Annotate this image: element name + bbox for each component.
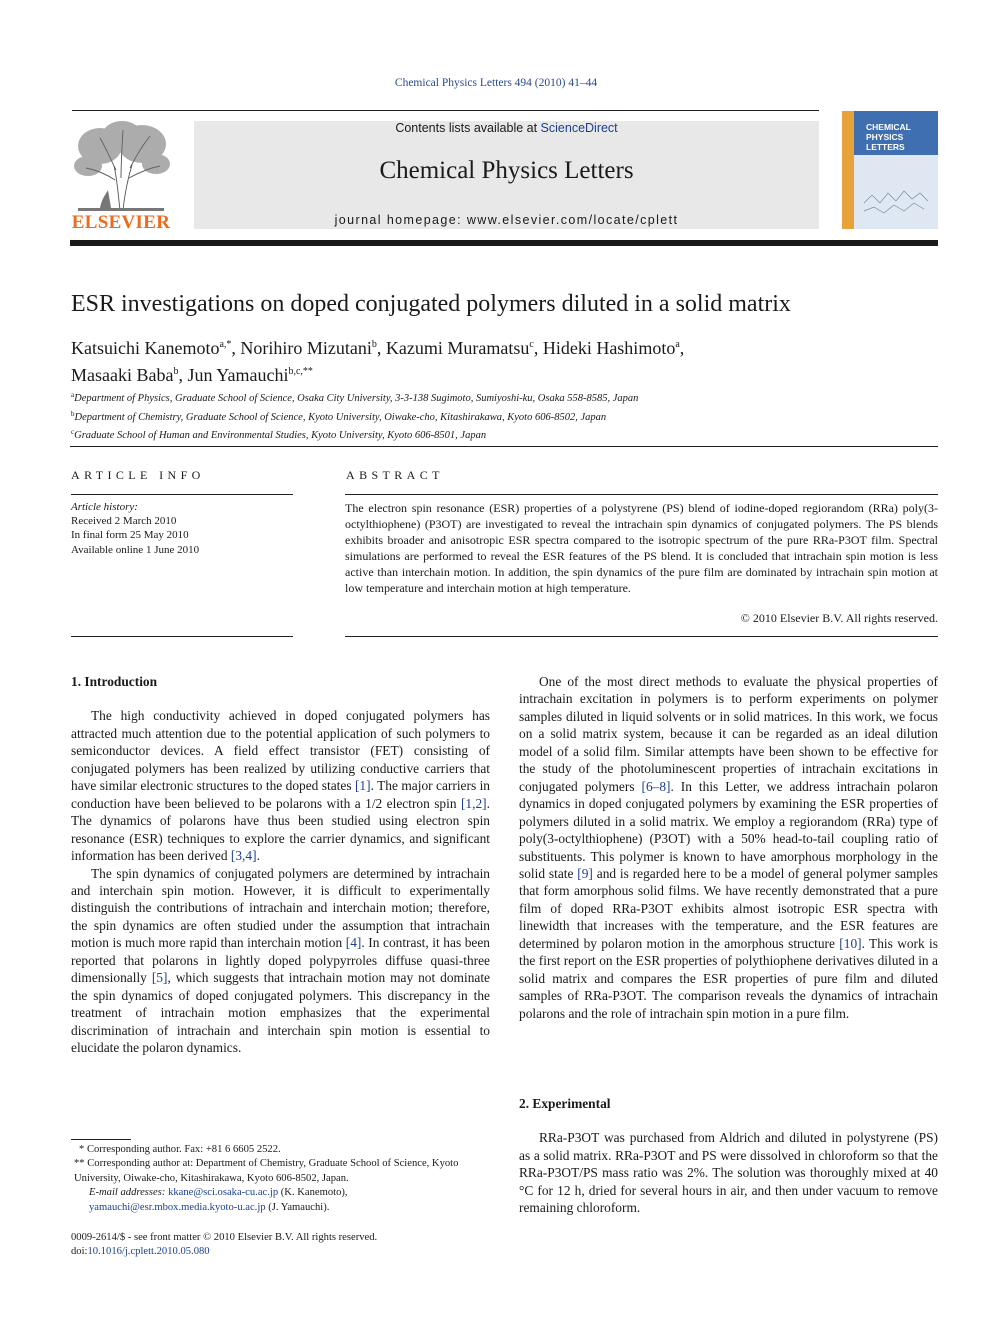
abstract-text: The electron spin resonance (ESR) properties of a polystyrene (PS) blend of iodine-doped regiorandom (RRa) poly(3-octylthiophene) (P3OT) are investigated to reveal the intrachain spin dynamics of conjugated polymers. The PS blends exhibits broader and anisotropic ESR spectra compared to the isotropic spectrum of the pure RRa-P3OT film. Spectral simulations are performed to reveal the ESR features of the PS blend. It is concluded that intrachain spin motion is less active than interchain motion. In addition, the spin dynamics of the pure film are dominated by intrachain spin motion at low temperature and interchain motion at high temperature.: [345, 501, 938, 596]
issn-line: 0009-2614/$ - see front matter © 2010 Elsevier B.V. All rights reserved.: [71, 1232, 378, 1243]
footnotes: [71, 1143, 490, 1215]
history-revised: In final form 25 May 2010: [71, 529, 189, 542]
abstract-copyright: © 2010 Elsevier B.V. All rights reserved.: [740, 611, 938, 625]
issn-block: [71, 1231, 490, 1260]
doi-line: doi:10.1016/j.cplett.2010.05.080: [71, 1246, 210, 1258]
reference-link[interactable]: [4]: [345, 935, 362, 951]
cover-stripe: [842, 111, 854, 229]
paragraph: RRa-P3OT was purchased from Aldrich and diluted in polystyrene (PS) as a solid matrix. RRa-P3OT and PS were dissolved in chloroform so that the RRa-P3OT/PS mass ratio was 2%. The solution was thoroughly mixed at 40 °C for 12 h, dried for several hours in air, and then under vacuum to remove remaining chloroform.: [519, 1130, 938, 1216]
article-title: ESR investigations on doped conjugated polymers diluted in a solid matrix: [71, 291, 791, 317]
article-info-rule: [71, 494, 293, 495]
history-online: Available online 1 June 2010: [71, 543, 200, 556]
contents-prefix: Contents lists available at: [395, 121, 541, 135]
email-label: E-mail addresses:: [89, 1187, 166, 1199]
author[interactable]: Masaaki Baba$^b$,: [71, 365, 188, 385]
journal-homepage[interactable]: journal homepage: www.elsevier.com/locate/cplett: [334, 213, 679, 227]
section-heading-introduction: 1. Introduction: [71, 674, 158, 689]
affiliation: $^c$Graduate School of Human and Environmental Studies, Kyoto University, Kyoto 606-8501, Japan: [71, 428, 487, 441]
reference-link[interactable]: [5]: [151, 970, 168, 986]
paragraph: One of the most direct methods to evaluate the physical properties of intrachain excitation in polymers is to perform experiments on polymer samples diluted in liquid solvents or in solid matrices. In this work, we focus on a solid matrix system, because it can be regarded as an ideal dilution model of a solid film. Similar attempts have been shown to be effective for the study of the photoluminescent properties of intrachain excitations in conjugated polymers [6–8]. In this Letter, we address intrachain polaron dynamics in doped conjugated polymers by examining the ESR properties of polymers diluted in a solid matrix. We employ a regiorandom (RRa) type of poly(3-octylthiophene) (P3OT) with a 50% head-to-tail coupling ratio of substituents. This polymer is known to have amorphous morphology in the solid state [9] and is regarded here to be a model of general polymer samples that form amorphous solid films. We have recently demonstrated that a pure film of doped RRa-P3OT exhibits almost isotropic ESR spectra with linewidth that increases with the temperature, and the ESR features are determined by polaron motion in the amorphous structure [10]. This work is the first report on the ESR properties of polythiophene derivatives diluted in a solid matrix and compares the ESR properties of pure film and diluted samples of RRa-P3OT. The comparison reveals the dynamics of intrachain polarons and the role of intrachain spin motion in a pure film.: [519, 674, 938, 1021]
article-info-heading: ARTICLE INFO: [71, 468, 205, 482]
email-link[interactable]: yamauchi@esr.mbox.media.kyoto-u.ac.jp: [89, 1201, 266, 1213]
affiliation: $^b$Department of Chemistry, Graduate School of Science, Kyoto University, Oiwake-cho, Kitashirakawa, Kyoto 606-8502, Japan: [71, 409, 607, 423]
author-affiliation-mark: a: [675, 339, 680, 350]
abstract-rule: [345, 636, 938, 637]
elsevier-wordmark: ELSEVIER: [71, 212, 171, 233]
body-column-right: [519, 673, 938, 1022]
author[interactable]: Jun Yamauchi$^{b,c,**}$: [187, 365, 313, 385]
affiliation: $^a$Department of Physics, Graduate School of Science, Osaka City University, 3-3-138 Sugimoto, Sumiyoshi-ku, Osaka 558-8585, Japan: [71, 391, 639, 404]
journal-cover-thumbnail: [842, 111, 938, 229]
cover-title-line: LETTERS: [866, 142, 905, 152]
email-owner: (J. Yamauchi).: [265, 1201, 330, 1213]
sciencedirect-link[interactable]: ScienceDirect: [540, 121, 618, 135]
abstract-heading: ABSTRACT: [346, 468, 444, 482]
history-received: Received 2 March 2010: [71, 515, 177, 528]
author-affiliation-mark: b: [371, 339, 377, 350]
author-affiliation-mark: b,c,**: [288, 366, 313, 377]
reference-link[interactable]: [1,2]: [460, 795, 487, 811]
section-rule: [70, 446, 938, 447]
footnote-corresponding-1: * Corresponding author. Fax: +81 6 6605 2522.: [79, 1144, 281, 1155]
cover-title-line: CHEMICAL: [866, 122, 911, 132]
email-link[interactable]: kkane@sci.osaka-cu.ac.jp: [168, 1187, 279, 1199]
footnote-corresponding-2: ** Corresponding author at: Department of Chemistry, Graduate School of Science, Kyoto University, Oiwake-cho, Kitashirakawa, Kyoto 606-8502, Japan.: [74, 1158, 459, 1184]
cover-title: [866, 122, 911, 152]
doi-link[interactable]: 10.1016/j.cplett.2010.05.080: [87, 1246, 210, 1258]
body-column-left: [71, 673, 490, 1057]
article-history: [71, 500, 293, 557]
reference-link[interactable]: [6–8]: [641, 778, 671, 794]
section-heading-experimental: 2. Experimental: [519, 1096, 611, 1111]
journal-title: Chemical Physics Letters: [379, 157, 634, 184]
body-column-right-experimental: [519, 1095, 938, 1217]
reference-link[interactable]: [1]: [354, 778, 371, 794]
footnote-emails: [71, 1186, 490, 1215]
author-list: [71, 333, 941, 387]
reference-link[interactable]: [10]: [839, 935, 862, 951]
abstract-rule: [345, 494, 938, 495]
footnote-rule: [71, 1139, 131, 1140]
affiliations: [71, 388, 941, 444]
author[interactable]: Katsuichi Kanemoto$^{a,*}$,: [71, 338, 241, 358]
author[interactable]: Hideki Hashimoto$^a$,: [542, 338, 685, 358]
article-info-rule: [71, 636, 293, 637]
journal-citation[interactable]: Chemical Physics Letters 494 (2010) 41–44: [394, 77, 598, 89]
reference-link[interactable]: [3,4]: [230, 848, 257, 864]
header-rule: [72, 110, 819, 111]
author[interactable]: Kazumi Muramatsu$^c$,: [385, 338, 543, 358]
author-affiliation-mark: c: [529, 339, 534, 350]
reference-link[interactable]: [9]: [577, 865, 593, 881]
cover-title-line: PHYSICS: [866, 132, 904, 142]
header-thick-rule: [70, 240, 938, 246]
paragraph: The spin dynamics of conjugated polymers are determined by intrachain and interchain spin motion. However, it is difficult to experimentally distinguish the contributions of intrachain and interchain motion; therefore, the spin dynamics are often studied under the assumption that intrachain motion is much more rapid than interchain motion [4]. In contrast, it has been reported that polarons in lightly doped polypyrroles diffuse quasi-three dimensionally [5], which suggests that intrachain motion may not dominate the spin dynamics of doped conjugated polymers. This discrepancy in the treatment of intrachain motion emphasizes that the experimental discrimination of intrachain and interchain spin motion is essential to elucidate the polaron dynamics.: [71, 865, 491, 1056]
history-title: Article history:: [71, 501, 138, 513]
email-owner: (K. Kanemoto),: [278, 1187, 348, 1199]
author-affiliation-mark: a,*: [219, 339, 232, 350]
contents-line: [194, 121, 819, 135]
cover-graphic: [860, 173, 932, 221]
author[interactable]: Norihiro Mizutani$^b$,: [240, 338, 386, 358]
paragraph: The high conductivity achieved in doped conjugated polymers has attracted much attention due to the potential application of such polymers to semiconductor devices. A field effect transistor (FET) consisting of conjugated polymers has been realized by utilizing conductive carriers that have similar electronic structures to the doped states [1]. The major carriers in conduction have been believed to be polarons with a 1/2 electron spin [1,2]. The dynamics of polarons have thus been studied using electron spin resonance (ESR) techniques to explore the carrier dynamics, and significant information has been derived [3,4].: [71, 708, 491, 864]
author-affiliation-mark: b: [173, 366, 179, 377]
